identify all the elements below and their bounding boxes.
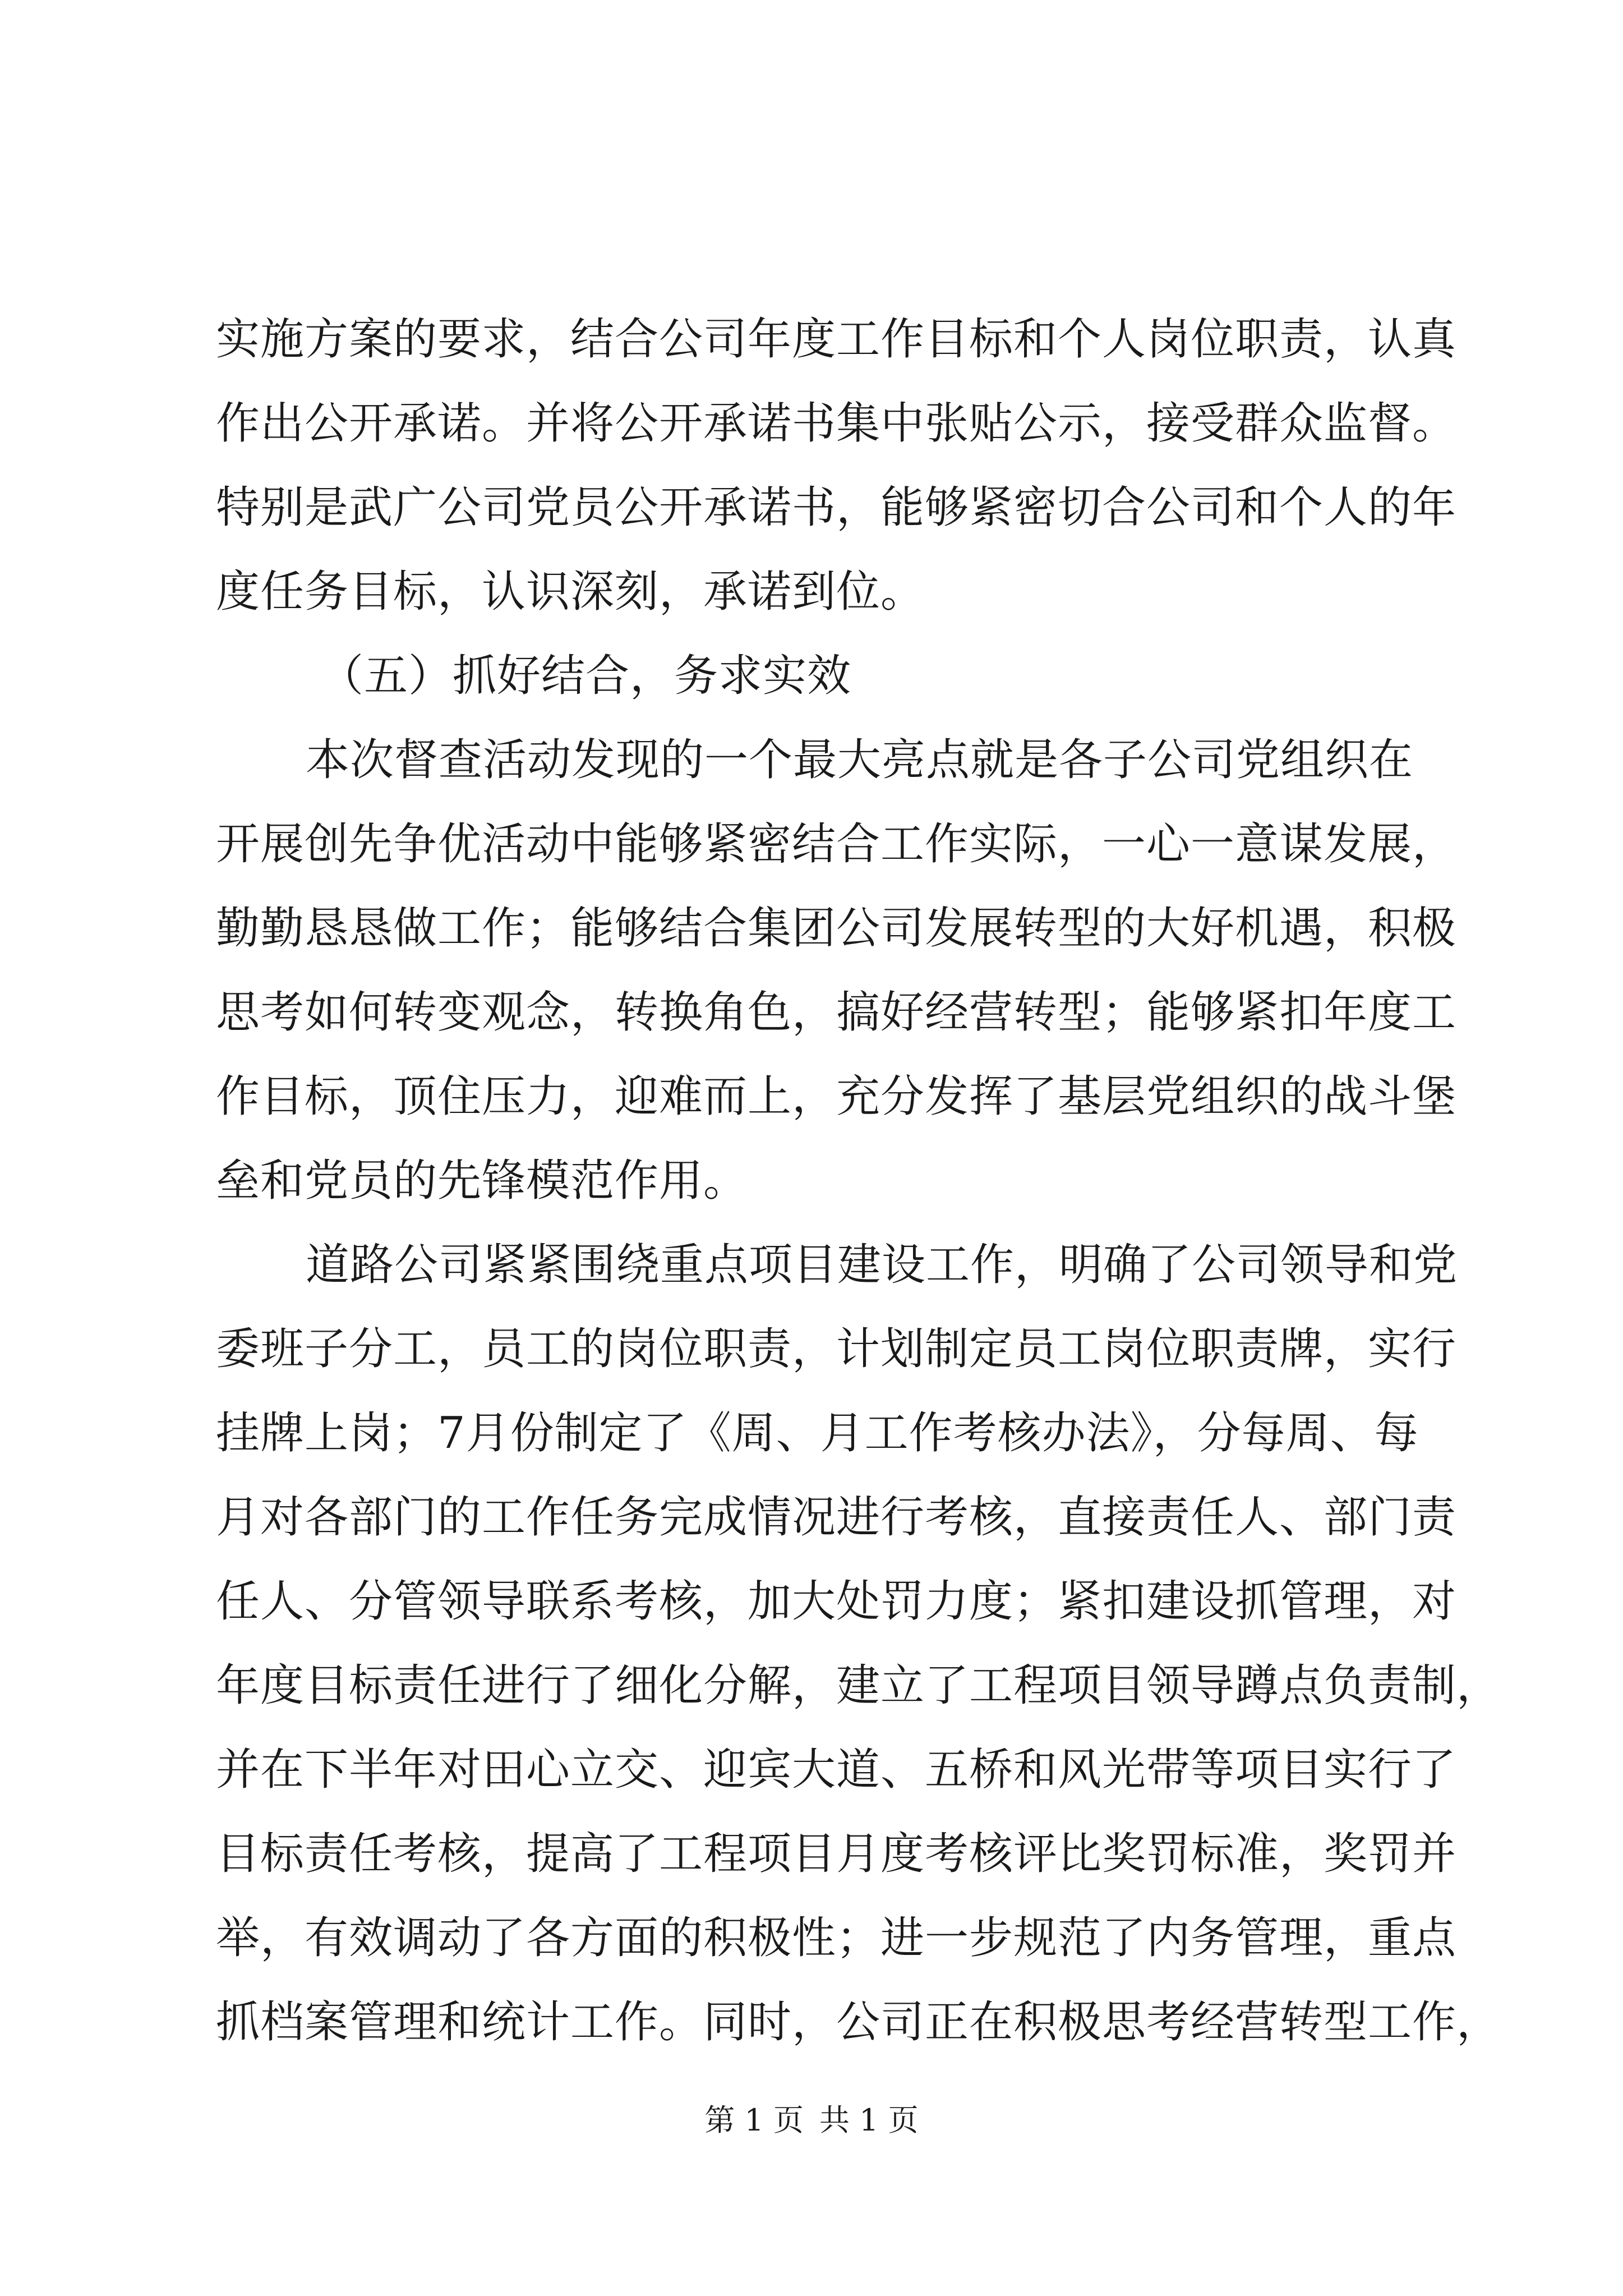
- page-footer: [0, 2101, 1623, 2140]
- text-line: 任人、分管领导联系考核，加大处罚力度；紧扣建设抓管理，对: [216, 1576, 1457, 1627]
- text-line: 思考如何转变观念，转换角色，搞好经营转型；能够紧扣年度工: [216, 987, 1457, 1038]
- text-line: 开展创先争优活动中能够紧密结合工作实际，一心一意谋发展，: [216, 819, 1457, 869]
- document-body: [216, 297, 1501, 2064]
- text-line: 举，有效调动了各方面的积极性；进一步规范了内务管理，重点: [216, 1913, 1457, 1963]
- paragraph-first-line: 道路公司紧紧围绕重点项目建设工作，明确了公司领导和党: [306, 1240, 1458, 1290]
- text-line: 并在下半年对田心立交、迎宾大道、五桥和风光带等项目实行了: [216, 1745, 1457, 1795]
- page-total: 共 1 页: [819, 2102, 919, 2138]
- section-heading: （五）抓好结合，务求实效: [320, 651, 852, 701]
- text-line: 年度目标责任进行了细化分解，建立了工程项目领导蹲点负责制，: [216, 1660, 1501, 1711]
- text-line: 特别是武广公司党员公开承诺书，能够紧密切合公司和个人的年: [216, 482, 1457, 533]
- text-line: 勤勤恳恳做工作；能够结合集团公司发展转型的大好机遇，积极: [216, 903, 1457, 954]
- paragraph-first-line: 本次督查活动发现的一个最大亮点就是各子公司党组织在: [306, 735, 1414, 785]
- text-line: 作目标，顶住压力，迎难而上，充分发挥了基层党组织的战斗堡: [216, 1071, 1457, 1122]
- text-line: 实施方案的要求，结合公司年度工作目标和个人岗位职责，认真: [216, 314, 1457, 365]
- text-line: 委班子分工，员工的岗位职责，计划制定员工岗位职责牌，实行: [216, 1324, 1457, 1374]
- text-line: 垒和党员的先锋模范作用。: [216, 1156, 748, 1206]
- page-number: 第 1 页: [704, 2102, 804, 2138]
- text-line: 作出公开承诺。并将公开承诺书集中张贴公示，接受群众监督。: [216, 398, 1457, 449]
- text-line: 目标责任考核，提高了工程项目月度考核评比奖罚标准，奖罚并: [216, 1829, 1457, 1879]
- text-line: 抓档案管理和统计工作。同时，公司正在积极思考经营转型工作，: [216, 1997, 1501, 2047]
- text-line: 度任务目标，认识深刻，承诺到位。: [216, 567, 925, 617]
- text-line: 挂牌上岗；7月份制定了《周、月工作考核办法》，分每周、每: [216, 1408, 1419, 1458]
- text-line: 月对各部门的工作任务完成情况进行考核，直接责任人、部门责: [216, 1492, 1457, 1543]
